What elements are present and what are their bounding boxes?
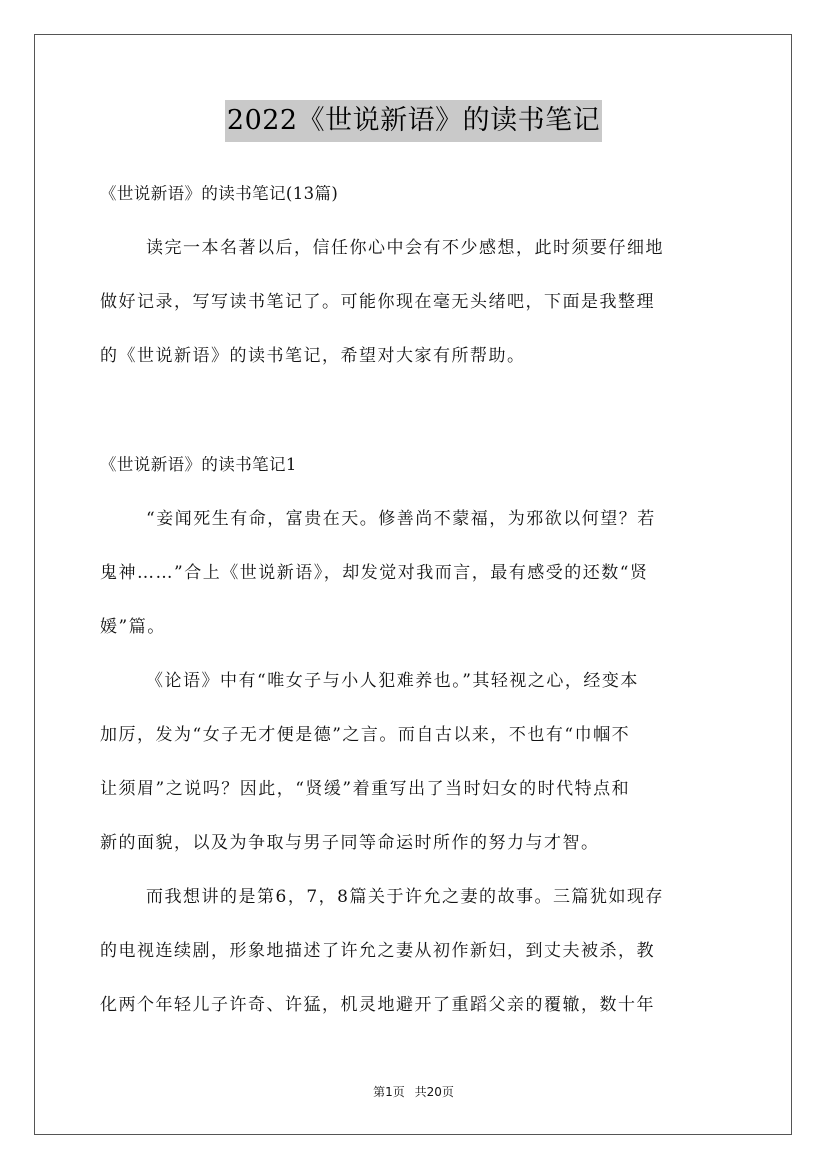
page-total: 共20页 — [414, 1085, 454, 1099]
page-number: 第1页 — [373, 1085, 405, 1099]
intro-line: 的《世说新语》的读书笔记，希望对大家有所帮助。 — [100, 346, 526, 366]
body-line: “妾闻死生有命，富贵在天。修善尚不蒙福，为邪欲以何望？若 — [146, 509, 656, 529]
section-heading: 《世说新语》的读书笔记1 — [100, 455, 297, 474]
body-line: 《论语》中有“唯女子与小人犯难养也。”其轻视之心，经变本 — [146, 671, 639, 691]
body-line: 化两个年轻儿子许奇、许猛，机灵地避开了重蹈父亲的覆辙，数十年 — [100, 995, 655, 1015]
document-subtitle: 《世说新语》的读书笔记(13篇) — [100, 184, 339, 203]
body-line: 的电视连续剧，形象地描述了许允之妻从初作新妇，到丈夫被杀，教 — [100, 941, 655, 961]
title-container — [0, 100, 827, 142]
body-line: 鬼神……”合上《世说新语》，却发觉对我而言，最有感受的还数“贤 — [100, 563, 649, 583]
body-line: 新的面貌，以及为争取与男子同等命运时所作的努力与才智。 — [100, 833, 600, 853]
body-line: 而我想讲的是第6，7，8篇关于许允之妻的故事。三篇犹如现存 — [146, 887, 664, 907]
body-line: 让须眉”之说吗？因此，“贤缓”着重写出了当时妇女的时代特点和 — [100, 779, 631, 799]
page-footer — [0, 1084, 827, 1100]
intro-line: 读完一本名著以后，信任你心中会有不少感想，此时须要仔细地 — [146, 238, 664, 258]
intro-line: 做好记录，写写读书笔记了。可能你现在毫无头绪吧，下面是我整理 — [100, 292, 655, 312]
body-line: 媛”篇。 — [100, 617, 166, 637]
document-title: 2022《世说新语》的读书笔记 — [225, 100, 602, 142]
body-line: 加厉，发为“女子无才便是德”之言。而自古以来，不也有“巾帼不 — [100, 725, 631, 745]
